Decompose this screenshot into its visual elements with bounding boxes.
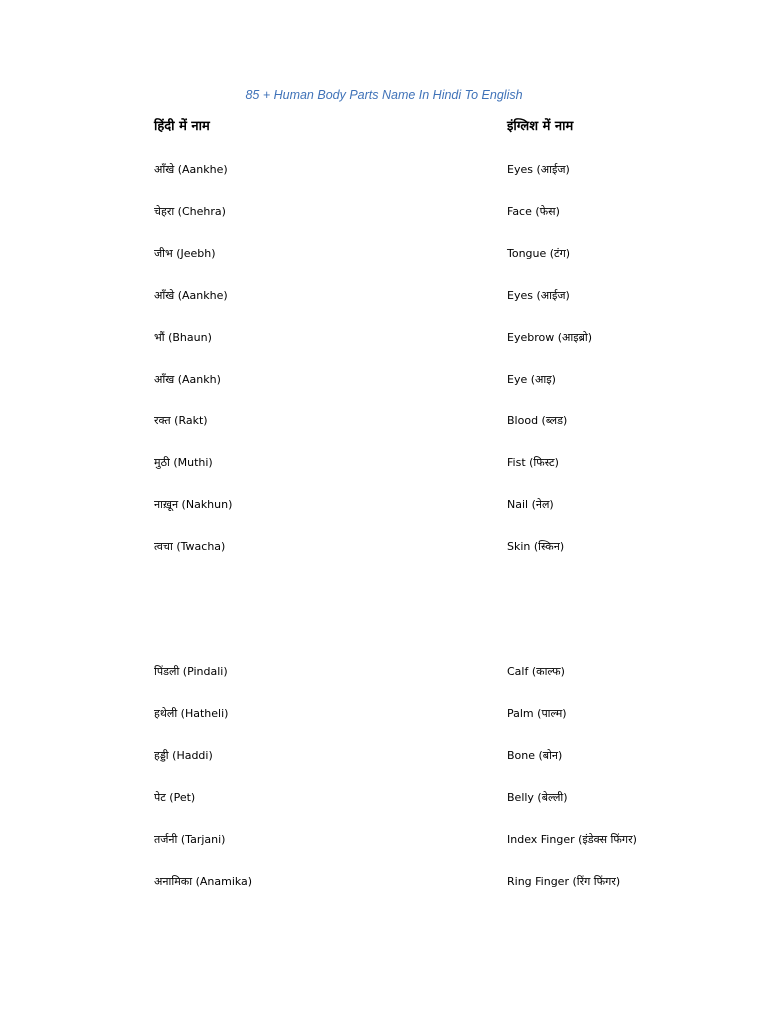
table-row bbox=[0, 536, 768, 558]
english-name: Bone (बोन) bbox=[507, 749, 563, 762]
english-name: Tongue (टंग) bbox=[507, 247, 571, 260]
table-row bbox=[0, 703, 768, 725]
table-row bbox=[0, 201, 768, 223]
english-name: Fist (फिस्ट) bbox=[507, 456, 559, 469]
english-name: Eyebrow (आइब्रो) bbox=[507, 331, 593, 344]
table-row bbox=[0, 787, 768, 809]
hindi-name: त्वचा (Twacha) bbox=[154, 540, 226, 553]
table-row bbox=[0, 369, 768, 391]
table-row bbox=[0, 871, 768, 893]
hindi-name: हड्डी (Haddi) bbox=[154, 749, 213, 762]
hindi-name: आँखे (Aankhe) bbox=[154, 289, 228, 302]
hindi-name: चेहरा (Chehra) bbox=[154, 205, 226, 218]
english-name: Skin (स्किन) bbox=[507, 540, 565, 553]
english-name: Belly (बेल्ली) bbox=[507, 791, 568, 804]
hindi-name: नाख़ून (Nakhun) bbox=[154, 498, 233, 511]
hindi-name: रक्त (Rakt) bbox=[154, 414, 208, 427]
hindi-name: मुठी (Muthi) bbox=[154, 456, 213, 469]
table-row bbox=[0, 745, 768, 767]
hindi-name: पिंडली (Pindali) bbox=[154, 665, 228, 678]
table-row bbox=[0, 494, 768, 516]
hindi-name: आँख (Aankh) bbox=[154, 373, 221, 386]
hindi-name: तर्जनी (Tarjani) bbox=[154, 833, 226, 846]
english-name: Eyes (आईज) bbox=[507, 163, 570, 176]
table-row bbox=[0, 327, 768, 349]
document-title: 85 + Human Body Parts Name In Hindi To English bbox=[245, 88, 523, 102]
english-name: Calf (काल्फ) bbox=[507, 665, 565, 678]
table-row bbox=[0, 829, 768, 851]
table-row bbox=[0, 159, 768, 181]
hindi-name: भौं (Bhaun) bbox=[154, 331, 212, 344]
english-name: Blood (ब्लड) bbox=[507, 414, 568, 427]
table-row bbox=[0, 661, 768, 683]
english-name: Ring Finger (रिंग फिंगर) bbox=[507, 875, 621, 888]
english-name: Face (फेस) bbox=[507, 205, 560, 218]
english-name: Eye (आइ) bbox=[507, 373, 556, 386]
english-name: Nail (नेल) bbox=[507, 498, 554, 511]
hindi-name: आँखे (Aankhe) bbox=[154, 163, 228, 176]
english-name: Eyes (आईज) bbox=[507, 289, 570, 302]
hindi-name: पेट (Pet) bbox=[154, 791, 196, 804]
english-name: Palm (पाल्म) bbox=[507, 707, 567, 720]
hindi-name: अनामिका (Anamika) bbox=[154, 875, 253, 888]
table-row bbox=[0, 285, 768, 307]
hindi-name: जीभ (Jeebh) bbox=[154, 247, 216, 260]
table-row bbox=[0, 243, 768, 265]
english-column-header: इंग्लिश में नाम bbox=[507, 119, 574, 134]
english-name: Index Finger (इंडेक्स फिंगर) bbox=[507, 833, 637, 846]
table-row bbox=[0, 410, 768, 432]
table-row bbox=[0, 452, 768, 474]
hindi-column-header: हिंदी में नाम bbox=[154, 119, 210, 134]
hindi-name: हथेली (Hatheli) bbox=[154, 707, 229, 720]
